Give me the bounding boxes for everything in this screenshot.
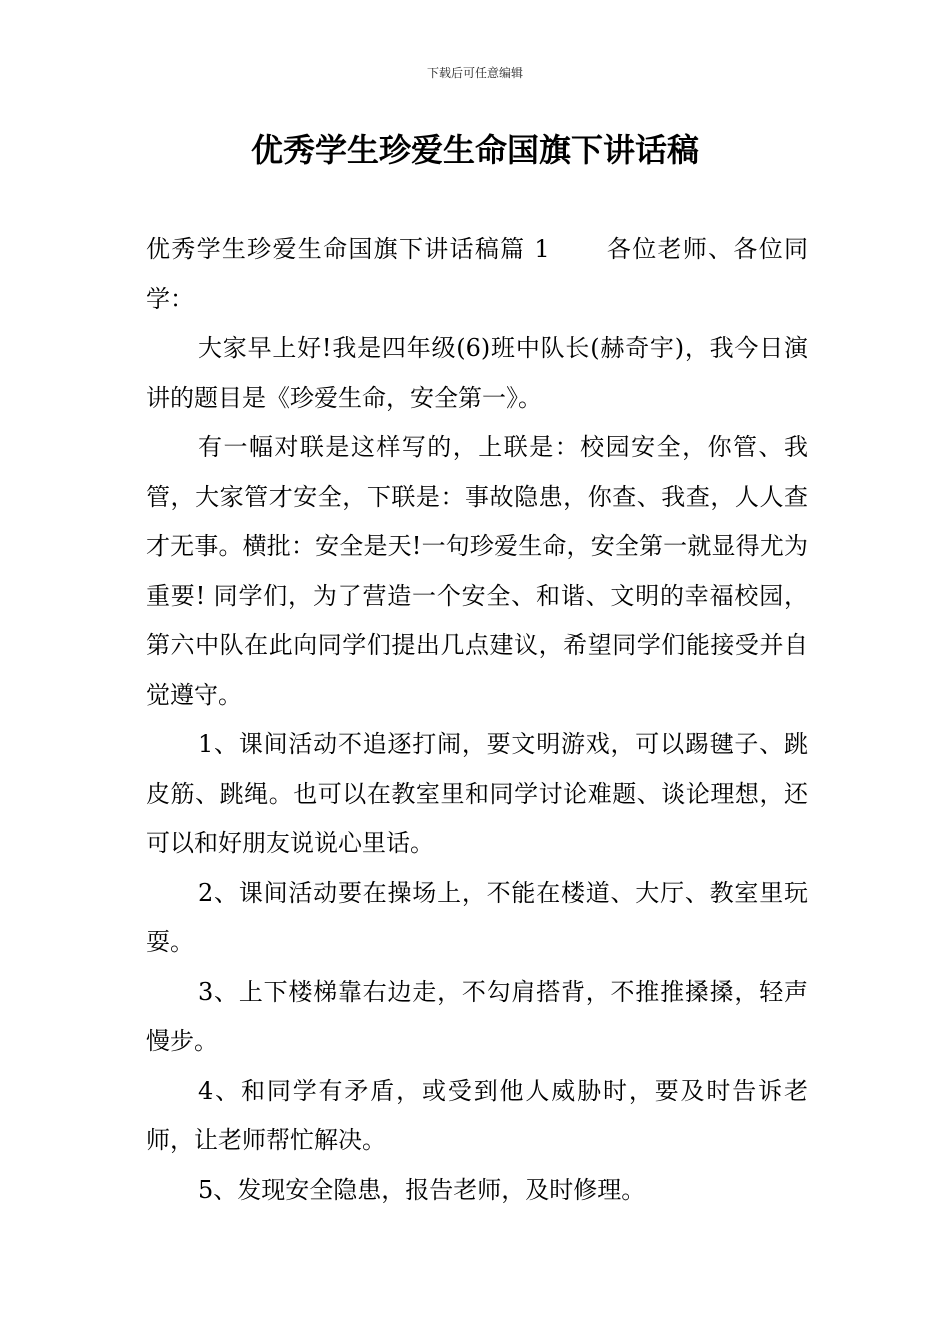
intro-heading: 优秀学生珍爱生命国旗下讲话稿篇 1 bbox=[146, 235, 550, 263]
paragraph-rule-2: 2、课间活动要在操场上，不能在楼道、大厅、教室里玩耍。 bbox=[146, 878, 808, 956]
paragraph-greeting: 大家早上好!我是四年级(6)班中队长(赫奇宇)，我今日演讲的题目是《珍爱生命，安全第一》。 bbox=[146, 334, 808, 412]
document-body bbox=[146, 225, 808, 1215]
header-note: 下载后可任意编辑 bbox=[426, 66, 523, 80]
paragraph-rule-1: 1、课间活动不追逐打闹，要文明游戏，可以踢毽子、跳皮筋、跳绳。也可以在教室里和同学讨论难题、谈论理想，还可以和好朋友说说心里话。 bbox=[146, 730, 808, 857]
salutation: 各位老师、各位同学： bbox=[146, 235, 809, 313]
intro-paragraph bbox=[146, 225, 808, 324]
paragraph-rule-5: 5、发现安全隐患，报告老师，及时修理。 bbox=[198, 1175, 646, 1204]
paragraph-couplet: 有一幅对联是这样写的，上联是：校园安全，你管、我管，大家管才安全，下联是：事故隐患，你查、我查，人人查才无事。横批：安全是天!一句珍爱生命，安全第一就显得尤为重要! 同学们，为了营造一个安全、和谐、文明的幸福校园，第六中队在此向同学们提出几点建议，希望同学们能接受并自觉遵守。 bbox=[146, 433, 808, 709]
paragraph-rule-3: 3、上下楼梯靠右边走，不勾肩搭背，不推推搡搡，轻声慢步。 bbox=[146, 977, 808, 1055]
document-title: 优秀学生珍爱生命国旗下讲话稿 bbox=[250, 131, 699, 169]
paragraph-rule-4: 4、和同学有矛盾，或受到他人威胁时，要及时告诉老师，让老师帮忙解决。 bbox=[146, 1076, 808, 1154]
